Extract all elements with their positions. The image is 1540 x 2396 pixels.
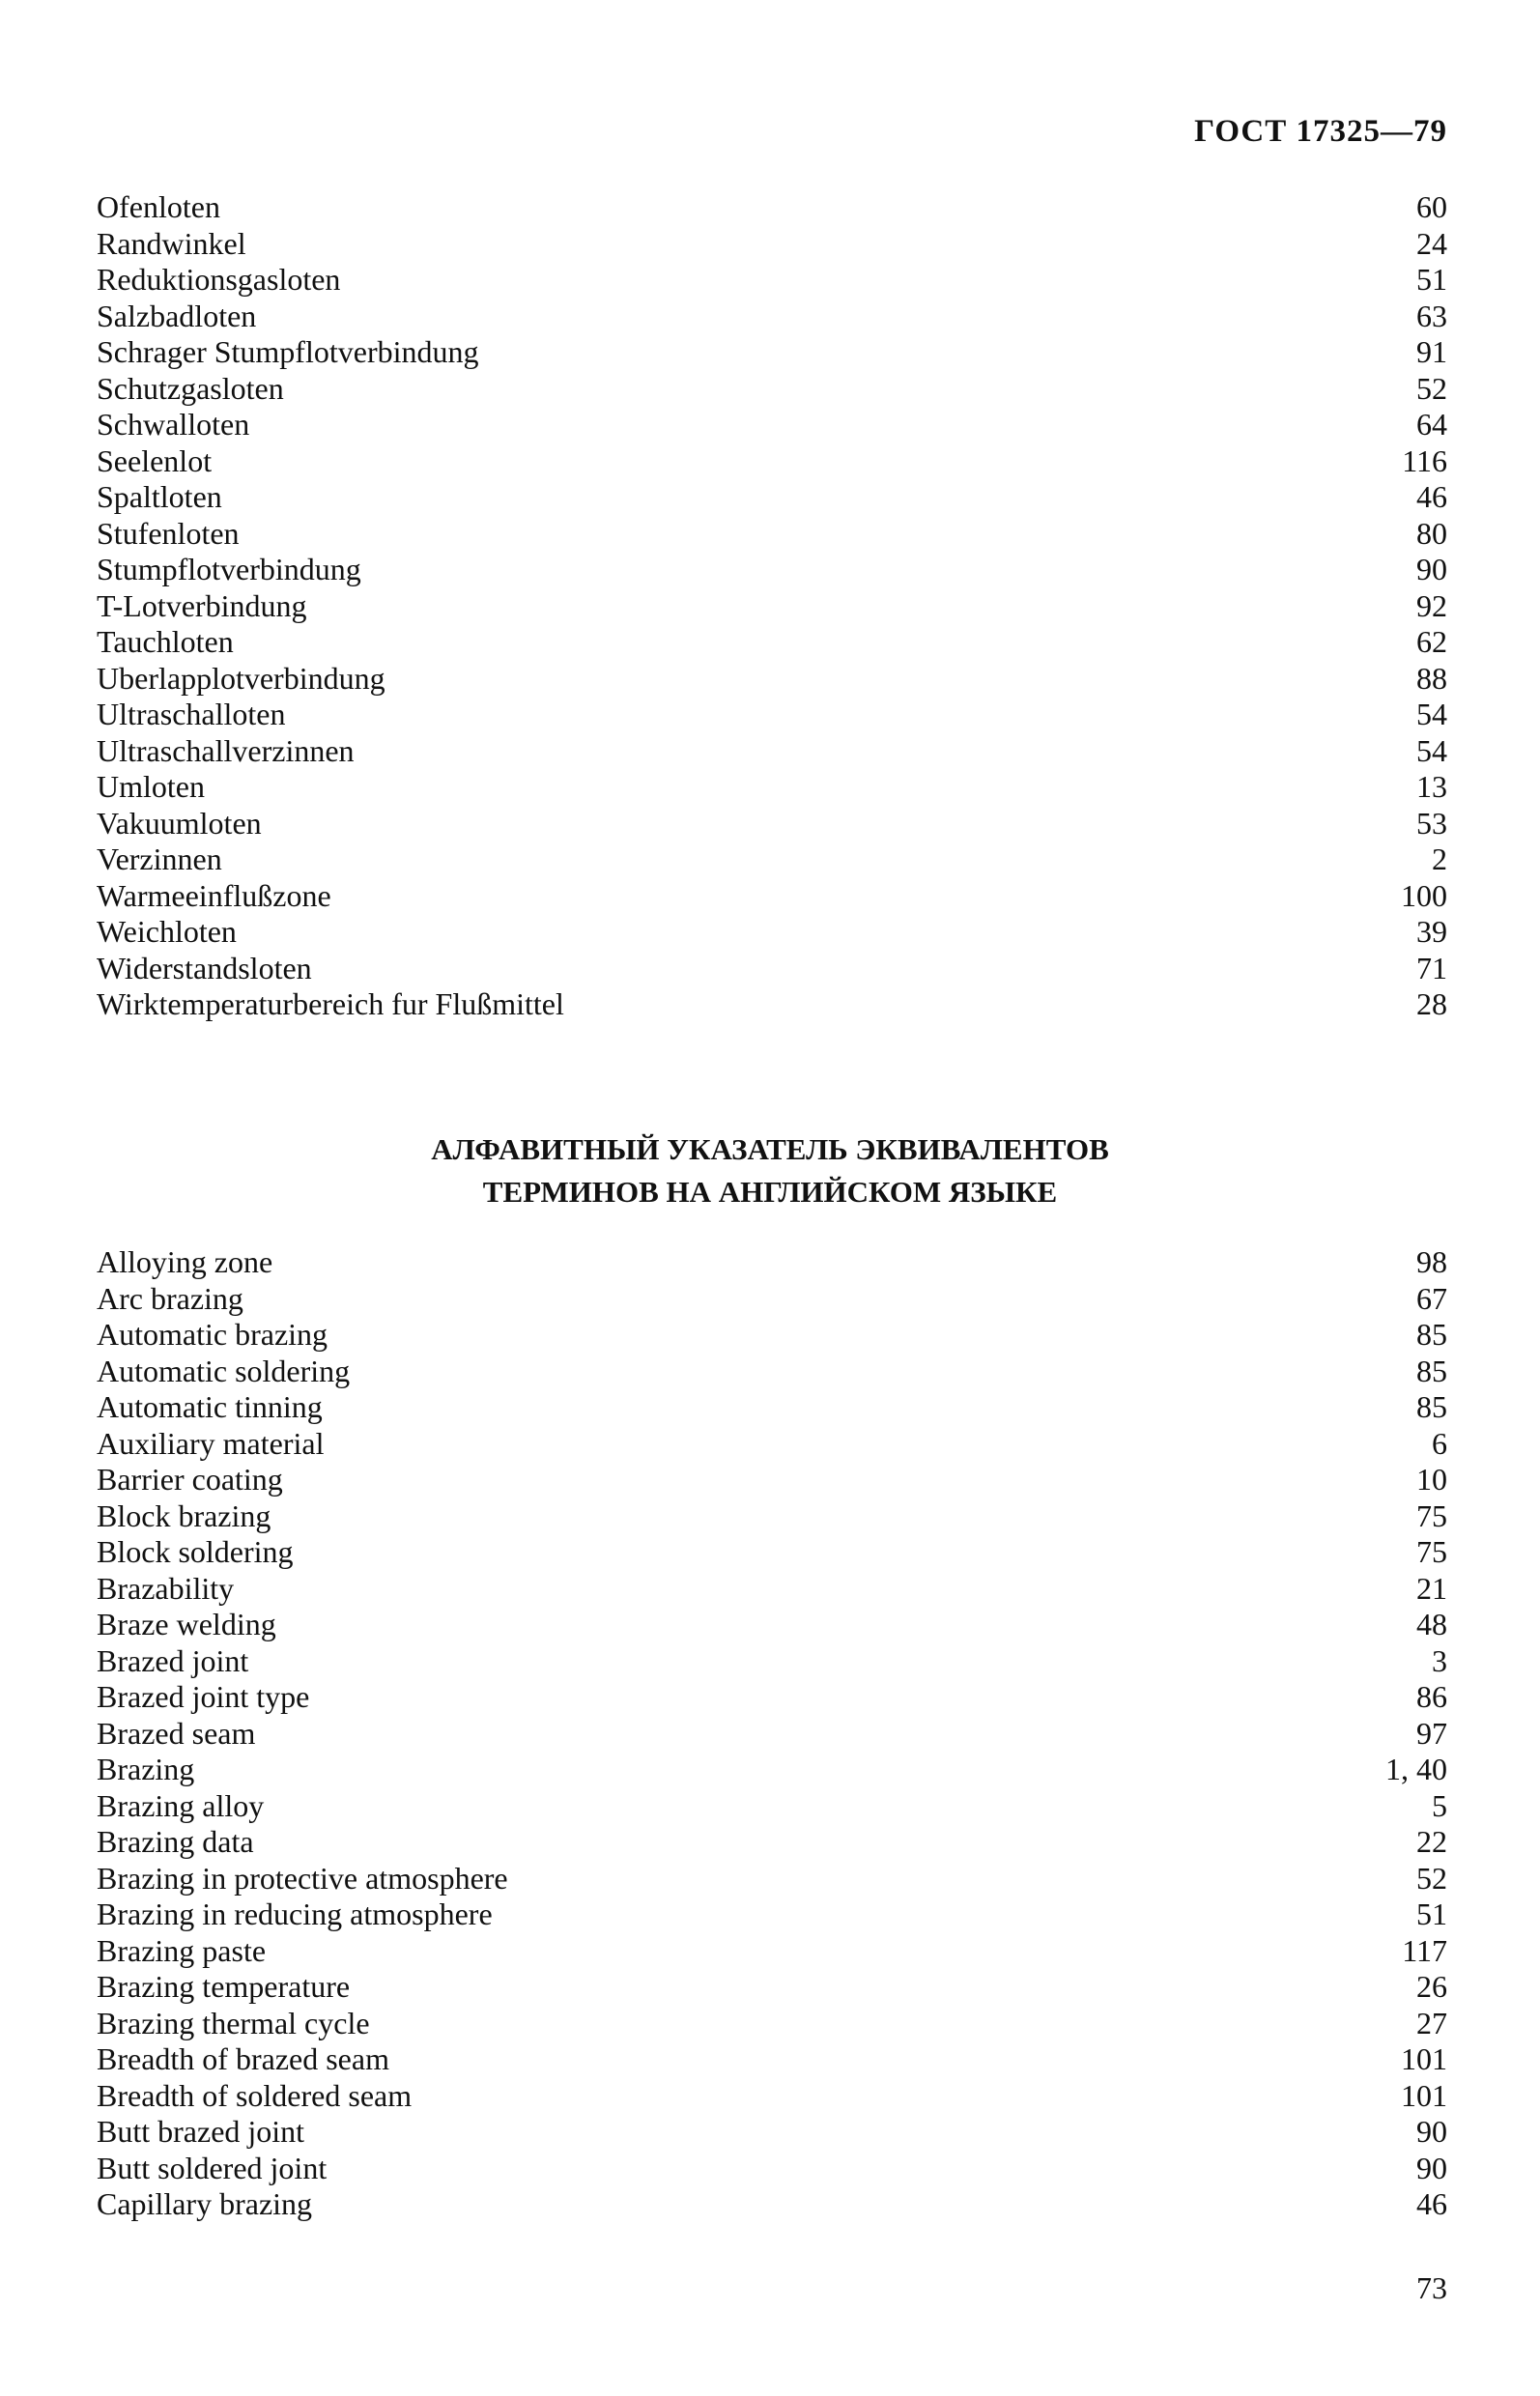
index-row bbox=[97, 1788, 1447, 1825]
document-header: ГОСТ 17325—79 bbox=[1194, 114, 1447, 149]
index-page-number: 27 bbox=[1416, 2005, 1447, 2040]
index-term: Brazing data bbox=[97, 1824, 254, 1859]
index-row bbox=[97, 299, 1447, 335]
index-row bbox=[97, 914, 1447, 951]
index-row bbox=[97, 1607, 1447, 1643]
index-row bbox=[97, 2151, 1447, 2187]
index-row bbox=[97, 697, 1447, 733]
index-row bbox=[97, 624, 1447, 661]
index-term: Schrager Stumpflotverbindung bbox=[97, 334, 479, 369]
index-row bbox=[97, 1462, 1447, 1498]
index-page-number: 88 bbox=[1416, 660, 1447, 696]
index-term: T-Lotverbindung bbox=[97, 587, 307, 623]
index-term: Brazed joint bbox=[97, 1642, 249, 1678]
index-page-number: 53 bbox=[1416, 805, 1447, 841]
index-row bbox=[97, 1897, 1447, 1933]
index-term: Ofenloten bbox=[97, 189, 220, 224]
section-title-line-1: АЛФАВИТНЫЙ УКАЗАТЕЛЬ ЭКВИВАЛЕНТОВ bbox=[431, 1132, 1109, 1166]
index-page-number: 85 bbox=[1416, 1317, 1447, 1352]
index-term: Ultraschallverzinnen bbox=[97, 732, 355, 768]
index-term: Weichloten bbox=[97, 914, 237, 949]
index-page-number: 67 bbox=[1416, 1280, 1447, 1316]
index-row bbox=[97, 371, 1447, 408]
index-term: Breadth of brazed seam bbox=[97, 2041, 389, 2076]
index-page-number: 1, 40 bbox=[1385, 1752, 1447, 1786]
index-term: Brazing in protective atmosphere bbox=[97, 1860, 508, 1896]
index-row bbox=[97, 552, 1447, 588]
index-page-number: 10 bbox=[1416, 1462, 1447, 1497]
index-term: Block soldering bbox=[97, 1534, 294, 1569]
index-term: Butt brazed joint bbox=[97, 2114, 305, 2149]
index-row bbox=[97, 878, 1447, 915]
index-page-number: 92 bbox=[1416, 587, 1447, 623]
index-page-number: 46 bbox=[1416, 2186, 1447, 2221]
index-page-number: 3 bbox=[1432, 1642, 1447, 1678]
section-title-line-2: ТЕРМИНОВ НА АНГЛИЙСКОМ ЯЗЫКЕ bbox=[482, 1175, 1058, 1209]
index-term: Braze welding bbox=[97, 1607, 276, 1641]
index-row bbox=[97, 1498, 1447, 1535]
index-page-number: 13 bbox=[1416, 769, 1447, 804]
index-term: Brazing paste bbox=[97, 1932, 267, 1968]
index-row bbox=[97, 1716, 1447, 1753]
index-page-number: 54 bbox=[1416, 697, 1447, 731]
index-row bbox=[97, 1824, 1447, 1861]
index-term: Stumpflotverbindung bbox=[97, 552, 361, 586]
index-row bbox=[97, 986, 1447, 1023]
index-term: Block brazing bbox=[97, 1498, 271, 1533]
index-row bbox=[97, 1643, 1447, 1680]
index-term: Randwinkel bbox=[97, 225, 246, 261]
index-page-number: 116 bbox=[1402, 442, 1447, 478]
index-page-number: 75 bbox=[1416, 1498, 1447, 1533]
index-page-number: 80 bbox=[1416, 515, 1447, 551]
index-page-number: 5 bbox=[1432, 1787, 1447, 1823]
index-row bbox=[97, 1354, 1447, 1390]
index-page-number: 64 bbox=[1416, 407, 1447, 442]
index-row bbox=[97, 2041, 1447, 2078]
index-row bbox=[97, 951, 1447, 987]
index-page-number: 85 bbox=[1416, 1389, 1447, 1424]
index-page-number: 21 bbox=[1416, 1570, 1447, 1606]
index-term: Butt soldered joint bbox=[97, 2150, 328, 2185]
index-term: Arc brazing bbox=[97, 1280, 243, 1316]
english-terms-index bbox=[97, 1244, 1447, 2223]
index-term: Vakuumloten bbox=[97, 805, 262, 841]
index-page-number: 2 bbox=[1432, 841, 1447, 876]
index-term: Breadth of soldered seam bbox=[97, 2077, 413, 2113]
index-row bbox=[97, 1679, 1447, 1716]
index-term: Brazing thermal cycle bbox=[97, 2005, 370, 2040]
index-row bbox=[97, 1426, 1447, 1463]
index-page-number: 22 bbox=[1416, 1824, 1447, 1859]
index-row bbox=[97, 262, 1447, 299]
section-title bbox=[0, 1128, 1540, 1213]
index-row bbox=[97, 334, 1447, 371]
index-row bbox=[97, 516, 1447, 553]
index-term: Reduktionsgasloten bbox=[97, 262, 341, 297]
index-row bbox=[97, 226, 1447, 263]
index-page-number: 62 bbox=[1416, 624, 1447, 659]
index-term: Capillary brazing bbox=[97, 2186, 313, 2221]
index-page-number: 48 bbox=[1416, 1607, 1447, 1641]
index-term: Wirktemperaturbereich fur Flußmittel bbox=[97, 986, 564, 1021]
index-page-number: 6 bbox=[1432, 1425, 1447, 1461]
index-page-number: 98 bbox=[1416, 1244, 1447, 1279]
index-term: Brazed seam bbox=[97, 1715, 256, 1751]
index-row bbox=[97, 1281, 1447, 1318]
index-page-number: 52 bbox=[1416, 370, 1447, 406]
index-page-number: 63 bbox=[1416, 298, 1447, 333]
index-term: Brazing in reducing atmosphere bbox=[97, 1897, 493, 1931]
index-term: Automatic brazing bbox=[97, 1317, 328, 1352]
index-row bbox=[97, 1861, 1447, 1897]
index-page-number: 86 bbox=[1416, 1679, 1447, 1714]
index-term: Brazed joint type bbox=[97, 1679, 310, 1714]
index-page-number: 75 bbox=[1416, 1534, 1447, 1569]
index-page-number: 100 bbox=[1401, 877, 1447, 913]
index-row bbox=[97, 2114, 1447, 2151]
index-page-number: 51 bbox=[1416, 262, 1447, 297]
index-term: Verzinnen bbox=[97, 841, 222, 876]
index-page-number: 28 bbox=[1416, 986, 1447, 1021]
index-page-number: 90 bbox=[1416, 2114, 1447, 2149]
index-row bbox=[97, 733, 1447, 770]
index-row bbox=[97, 806, 1447, 842]
index-row bbox=[97, 2078, 1447, 2115]
index-term: Schwalloten bbox=[97, 407, 250, 442]
index-row bbox=[97, 1244, 1447, 1281]
index-page-number: 91 bbox=[1416, 334, 1447, 369]
index-page-number: 46 bbox=[1416, 479, 1447, 514]
index-page-number: 71 bbox=[1416, 950, 1447, 985]
index-term: Uberlapplotverbindung bbox=[97, 660, 385, 696]
index-page-number: 97 bbox=[1416, 1715, 1447, 1751]
index-row bbox=[97, 588, 1447, 625]
index-row bbox=[97, 479, 1447, 516]
index-row bbox=[97, 1571, 1447, 1608]
index-page-number: 24 bbox=[1416, 225, 1447, 261]
index-term: Ultraschalloten bbox=[97, 697, 286, 731]
index-term: Stufenloten bbox=[97, 515, 240, 551]
index-page-number: 117 bbox=[1402, 1932, 1447, 1968]
index-row bbox=[97, 1534, 1447, 1571]
index-row bbox=[97, 443, 1447, 480]
index-page-number: 51 bbox=[1416, 1897, 1447, 1931]
index-page-number: 52 bbox=[1416, 1860, 1447, 1896]
index-row bbox=[97, 1317, 1447, 1354]
index-page-number: 39 bbox=[1416, 914, 1447, 949]
index-term: Auxiliary material bbox=[97, 1425, 325, 1461]
index-term: Automatic soldering bbox=[97, 1353, 351, 1388]
index-page-number: 90 bbox=[1416, 552, 1447, 586]
index-term: Brazing temperature bbox=[97, 1969, 351, 2004]
page-number: 73 bbox=[1416, 2270, 1447, 2305]
index-page-number: 26 bbox=[1416, 1969, 1447, 2004]
index-term: Salzbadloten bbox=[97, 298, 257, 333]
index-row bbox=[97, 1969, 1447, 2006]
index-term: Schutzgasloten bbox=[97, 370, 284, 406]
index-term: Seelenlot bbox=[97, 442, 213, 478]
index-term: Alloying zone bbox=[97, 1244, 273, 1279]
index-term: Barrier coating bbox=[97, 1462, 283, 1497]
index-row bbox=[97, 769, 1447, 806]
index-row bbox=[97, 2006, 1447, 2042]
index-term: Warmeeinflußzone bbox=[97, 877, 331, 913]
index-row bbox=[97, 2186, 1447, 2223]
index-row bbox=[97, 841, 1447, 878]
index-term: Brazing bbox=[97, 1752, 195, 1786]
german-terms-index bbox=[97, 189, 1447, 1023]
index-term: Widerstandsloten bbox=[97, 950, 312, 985]
index-page-number: 101 bbox=[1401, 2041, 1447, 2076]
index-row bbox=[97, 1389, 1447, 1426]
index-term: Brazability bbox=[97, 1570, 235, 1606]
index-term: Spaltloten bbox=[97, 479, 222, 514]
index-page-number: 54 bbox=[1416, 732, 1447, 768]
index-page-number: 85 bbox=[1416, 1353, 1447, 1388]
index-page-number: 60 bbox=[1416, 189, 1447, 224]
index-row bbox=[97, 1933, 1447, 1970]
index-row bbox=[97, 407, 1447, 443]
index-term: Brazing alloy bbox=[97, 1787, 265, 1823]
index-term: Umloten bbox=[97, 769, 205, 804]
index-term: Automatic tinning bbox=[97, 1389, 323, 1424]
index-page-number: 101 bbox=[1401, 2077, 1447, 2113]
index-term: Tauchloten bbox=[97, 624, 234, 659]
index-row bbox=[97, 189, 1447, 226]
index-row bbox=[97, 1752, 1447, 1788]
index-page-number: 90 bbox=[1416, 2150, 1447, 2185]
index-row bbox=[97, 661, 1447, 698]
